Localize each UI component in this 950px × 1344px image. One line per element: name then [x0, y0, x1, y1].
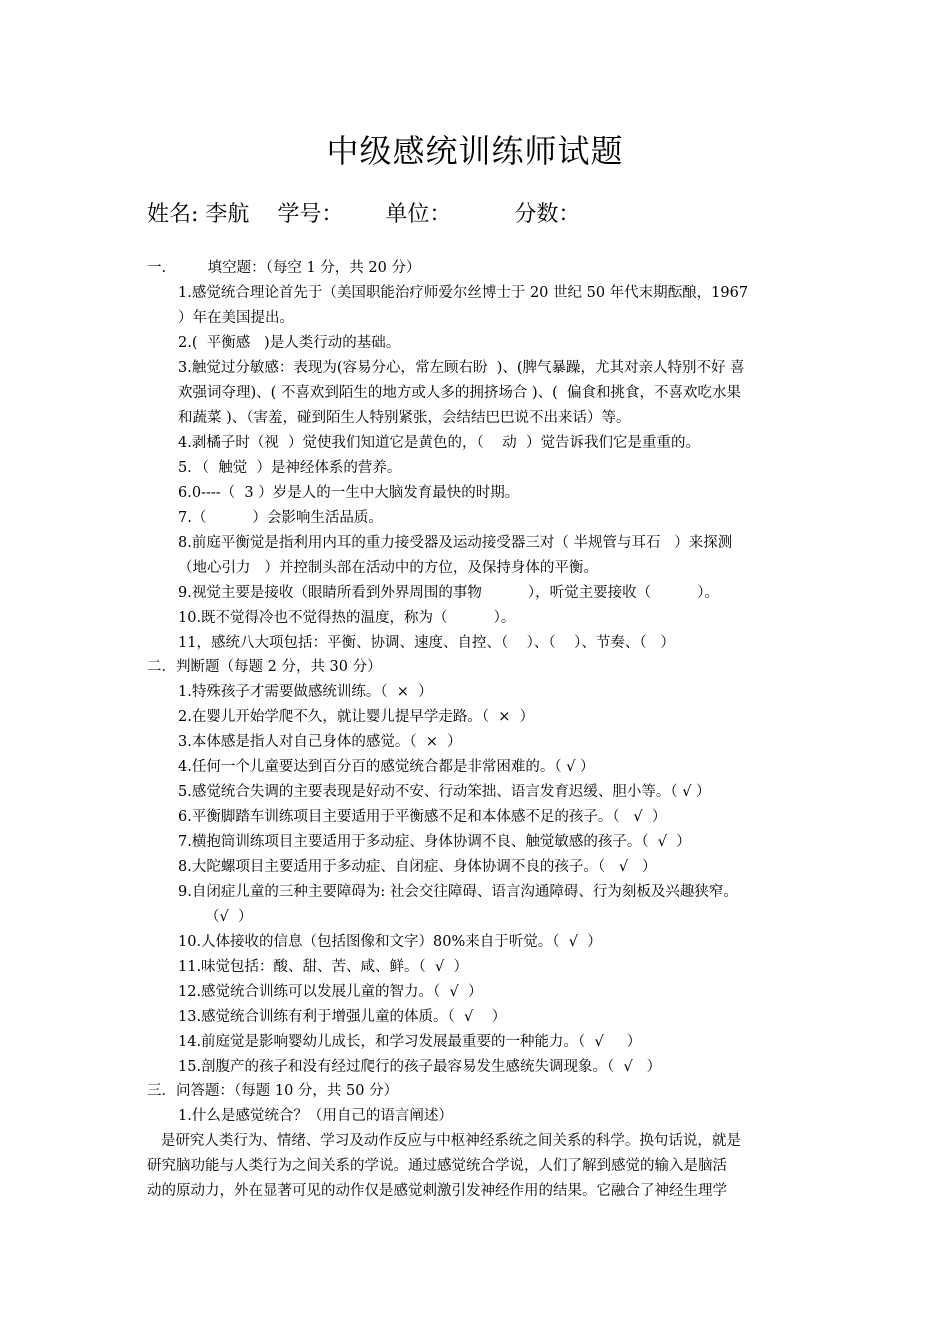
- fill-question-line: ）年在美国提出。: [178, 310, 294, 326]
- fill-question-line: （地心引力 ）并控制头部在活动中的方位，及保持身体的平衡。: [178, 560, 598, 576]
- score-label: 分数：: [514, 202, 581, 227]
- student-info-row: [147, 197, 580, 228]
- fill-question-line: 8.前庭平衡觉是指利用内耳的重力接受器及运动接受器三对（ 半规管与耳石 ）来探测: [178, 535, 733, 551]
- fill-question-line: 和蔬菜 )、（害羞，碰到陌生人特别紧张，会结结巴巴说不出来话）等。: [178, 410, 631, 426]
- fill-question-line: 3.触觉过分敏感：表现为(容易分心，常左顾右盼 )、(脾气暴躁，尤其对亲人特别不好 喜: [178, 360, 745, 376]
- fill-question-line: 11，感统八大项包括：平衡、协调、速度、自控、（ ）、（ ）、节奏、（ ）: [178, 635, 675, 651]
- section-3-header: 三．问答题：（每题 10 分，共 50 分）: [147, 1083, 399, 1099]
- essay-question: 1.什么是感觉统合？（用自己的语言阐述）: [178, 1108, 453, 1124]
- judge-question-line: 7.横抱筒训练项目主要适用于多动症、身体协调不良、触觉敏感的孩子。（ √ ）: [178, 834, 691, 850]
- judge-question-line: 6.平衡脚踏车训练项目主要适用于平衡感不足和本体感不足的孩子。（ √ ）: [178, 809, 667, 825]
- fill-question-line: 10.既不觉得冷也不觉得热的温度，称为（ ）。: [178, 610, 516, 626]
- fill-question-line: 2.( 平衡感 )是人类行动的基础。: [178, 335, 401, 351]
- answer-paragraph-line: 动的原动力，外在显著可见的动作仅是感觉刺激引发神经作用的结果。它融合了神经生理学: [147, 1183, 727, 1199]
- judge-question-line: 4.任何一个儿童要达到百分百的感觉统合都是非常困难的。（ √ ）: [178, 759, 595, 775]
- judge-question-line: 12.感觉统合训练可以发展儿童的智力。（ √ ）: [178, 984, 483, 1000]
- judge-question-line: 15.剖腹产的孩子和没有经过爬行的孩子最容易发生感统失调现象。（ √ ）: [178, 1059, 662, 1075]
- answer-paragraph-line: 研究脑功能与人类行为之间关系的学说。通过感觉统合学说，人们了解到感觉的输入是脑活: [147, 1158, 727, 1174]
- section-2-header: 二．判断题（每题 2 分，共 30 分）: [147, 659, 382, 675]
- judge-question-line: 3.本体感是指人对自己身体的感觉。（ × ）: [178, 734, 462, 750]
- name-label: 姓名:: [147, 202, 199, 227]
- section-1-header: 一. 填空题：（每空 1 分，共 20 分）: [147, 260, 421, 276]
- fill-question-line: 1.感觉统合理论首先于（美国职能治疗师爱尔丝博士于 20 世纪 50 年代末期酝酿，1967: [178, 285, 749, 301]
- judge-question-line: 10.人体接收的信息（包括图像和文字）80%来自于听觉。（ √ ）: [178, 934, 602, 950]
- judge-question-line: 5.感觉统合失调的主要表现是好动不安、行动笨拙、语言发育迟缓、胆小等。（ √ ）: [178, 784, 711, 800]
- judge-question-line: 11.味觉包括：酸、甜、苦、咸、鲜。（ √ ）: [178, 959, 468, 975]
- unit-label: 单位：: [385, 202, 452, 227]
- id-label: 学号：: [277, 202, 344, 227]
- judge-question-line: 8.大陀螺项目主要适用于多动症、自闭症、身体协调不良的孩子。（ √ ）: [178, 859, 657, 875]
- page-title: 中级感统训练师试题: [326, 132, 624, 170]
- fill-question-line: 4.剥橘子时（视 ）觉使我们知道它是黄色的，（ 动 ）觉告诉我们它是重重的。: [178, 435, 700, 451]
- judge-question-line: 14.前庭觉是影响婴幼儿成长，和学习发展最重要的一种能力。（ √ ）: [178, 1034, 642, 1050]
- judge-question-line: 13.感觉统合训练有利于增强儿童的体质。（ √ ）: [178, 1009, 507, 1025]
- fill-question-line: 9.视觉主要是接收（眼睛所看到外界周围的事物 ），听觉主要接收（ ）。: [178, 585, 720, 601]
- judge-question-line: （√ ）: [205, 909, 253, 925]
- judge-question-line: 2.在婴儿开始学爬不久，就让婴儿提早学走路。（ × ）: [178, 709, 535, 725]
- fill-question-line: 5．（ 触觉 ）是神经体系的营养。: [178, 460, 402, 476]
- judge-question-line: 9.自闭症儿童的三种主要障碍为: 社会交往障碍、语言沟通障碍、行为刻板及兴趣狭窄。: [178, 884, 738, 900]
- answer-paragraph-line: 是研究人类行为、情绪、学习及动作反应与中枢神经系统之间关系的科学。换句话说，就是: [147, 1133, 741, 1149]
- fill-question-line: 欢强词夺理)、( 不喜欢到陌生的地方或人多的拥挤场合 )、( 偏食和挑食，不喜欢吃水果: [178, 385, 742, 401]
- fill-question-line: 7.（ ）会影响生活品质。: [178, 510, 383, 526]
- judge-question-line: 1.特殊孩子才需要做感统训练。（ × ）: [178, 684, 433, 700]
- name-value: 李航: [205, 202, 250, 227]
- fill-question-line: 6.0----（ 3 ）岁是人的一生中大脑发育最快的时期。: [178, 485, 520, 501]
